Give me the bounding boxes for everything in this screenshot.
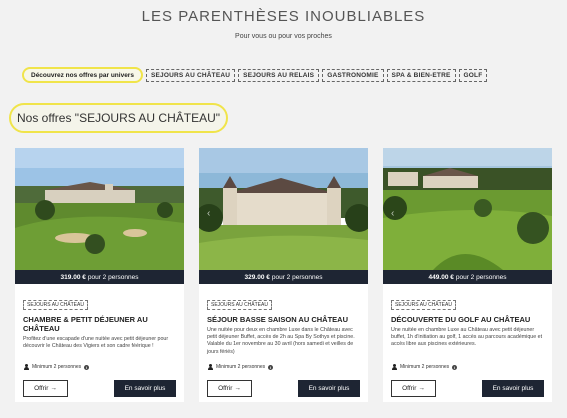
- filter-bar: [22, 67, 487, 83]
- offer-gift-button[interactable]: [207, 380, 252, 397]
- offer-description: Une nuitée en chambre Luxe au Château avec petit déjeuner buffet, 1h d'initiation au golf, 1 accès au parcours académique et accès libre aux piscines extérieures.: [391, 327, 543, 348]
- carousel-prev-icon[interactable]: ‹: [391, 208, 395, 219]
- offer-title: SÉJOUR BASSE SAISON AU CHÂTEAU: [207, 315, 348, 324]
- offer-gift-label: Offrir: [34, 385, 49, 392]
- offer-gift-label: Offrir: [402, 385, 417, 392]
- learn-more-button[interactable]: En savoir plus: [114, 380, 176, 397]
- offer-card: [383, 148, 552, 402]
- category-tag: SEJOURS AU CHÂTEAU: [207, 300, 272, 310]
- price-value: 329.00 €: [244, 273, 270, 281]
- offer-gift-label: Offrir: [218, 385, 233, 392]
- offer-card: [199, 148, 368, 402]
- person-icon: [23, 364, 29, 370]
- minimum-label: Minimum 2 personnes: [32, 364, 82, 370]
- filter-golf[interactable]: GOLF: [459, 69, 488, 82]
- offer-title: DÉCOUVERTE DU GOLF AU CHÂTEAU: [391, 315, 531, 324]
- offer-image[interactable]: [199, 148, 368, 270]
- price-value: 319.00 €: [60, 273, 86, 281]
- minimum-label: Minimum 2 personnes: [216, 364, 266, 370]
- arrow-right-icon: →: [234, 385, 241, 392]
- offer-description: Une nuitée pour deux en chambre Luxe dans le Château avec petit déjeuner Buffet, accès de 2h au Spa By Sothys et piscine. Valable du 1er novembre au 30 avril (hors samedi et veilles de jours fériés): [207, 327, 355, 355]
- minimum-persons: [23, 364, 89, 370]
- info-icon[interactable]: i: [270, 364, 272, 370]
- price-bar: [383, 270, 552, 284]
- carousel-prev-icon[interactable]: ‹: [207, 208, 211, 219]
- page-title: LES PARENTHÈSES INOUBLIABLES: [141, 8, 426, 25]
- price-bar: [199, 270, 368, 284]
- filter-spa[interactable]: SPA & BIEN-ETRE: [387, 69, 456, 82]
- filter-sejours-chateau[interactable]: SEJOURS AU CHÂTEAU: [146, 69, 235, 82]
- offer-gift-button[interactable]: [391, 380, 436, 397]
- person-icon: [391, 364, 397, 370]
- person-icon: [207, 364, 213, 370]
- offer-card: [15, 148, 184, 402]
- filter-gastronomie[interactable]: GASTRONOMIE: [322, 69, 383, 82]
- category-tag: SEJOURS AU CHÂTEAU: [391, 300, 456, 310]
- info-icon[interactable]: i: [454, 364, 456, 370]
- price-bar: [15, 270, 184, 284]
- page-subtitle: Pour vous ou pour vos proches: [235, 33, 332, 40]
- filter-sejours-relais[interactable]: SEJOURS AU RELAIS: [238, 69, 319, 82]
- arrow-right-icon: →: [418, 385, 425, 392]
- offer-image[interactable]: [383, 148, 552, 270]
- offer-image[interactable]: [15, 148, 184, 270]
- price-value: 449.00 €: [428, 273, 454, 281]
- price-suffix: pour 2 personnes: [271, 273, 323, 281]
- price-suffix: pour 2 personnes: [455, 273, 507, 281]
- learn-more-button[interactable]: En savoir plus: [298, 380, 360, 397]
- info-icon[interactable]: i: [86, 364, 88, 370]
- minimum-persons: [207, 364, 273, 370]
- arrow-right-icon: →: [50, 385, 57, 392]
- price-suffix: pour 2 personnes: [87, 273, 139, 281]
- minimum-persons: [391, 364, 457, 370]
- offer-description: Profitez d'une escapade d'une nuitée avec petit déjeuner pour découvrir le Château des Vigiers et son cadre féérique !: [23, 336, 169, 350]
- learn-more-button[interactable]: En savoir plus: [482, 380, 544, 397]
- filter-all-offers[interactable]: Découvrez nos offres par univers: [22, 67, 143, 83]
- offer-gift-button[interactable]: [23, 380, 68, 397]
- offer-title: CHAMBRE & PETIT DÉJEUNER AU CHÂTEAU: [23, 315, 148, 333]
- minimum-label: Minimum 2 personnes: [400, 364, 450, 370]
- category-tag: SEJOURS AU CHÂTEAU: [23, 300, 88, 310]
- section-title: Nos offres "SEJOURS AU CHÂTEAU": [9, 103, 228, 133]
